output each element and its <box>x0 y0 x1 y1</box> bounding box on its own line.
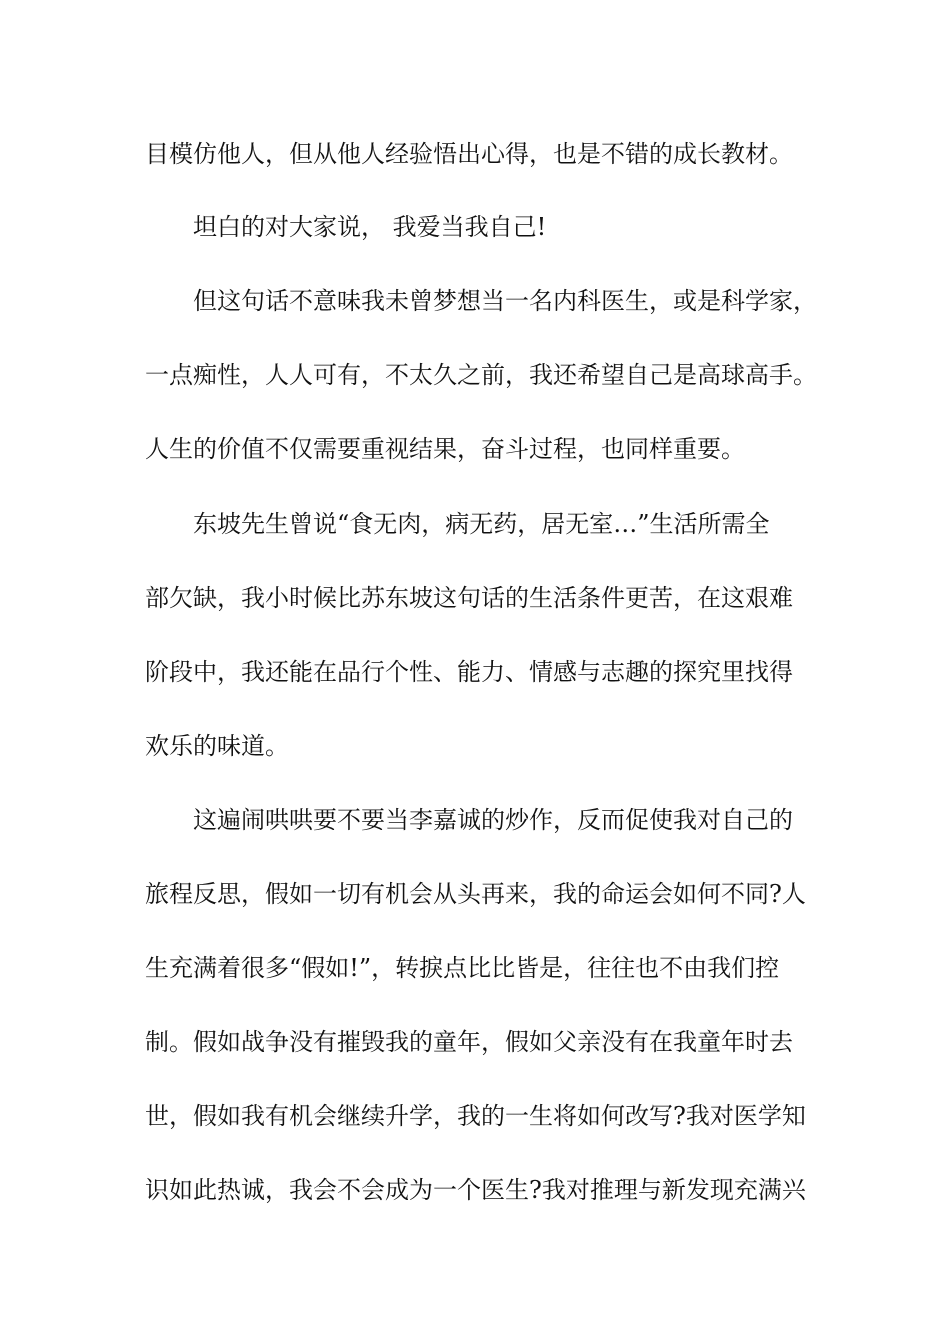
text-line: 制。假如战争没有摧毁我的童年，假如父亲没有在我童年时去 <box>145 1028 793 1056</box>
text-line: 旅程反思，假如一切有机会从头再来，我的命运会如何不同?人 <box>145 880 806 908</box>
text-line: 人生的价值不仅需要重视结果，奋斗过程，也同样重要。 <box>145 435 745 463</box>
text-line: 世，假如我有机会继续升学，我的一生将如何改写?我对医学知 <box>145 1102 806 1130</box>
text-line: 这遍闹哄哄要不要当李嘉诚的炒作，反而促使我对自己的 <box>193 806 793 834</box>
text-line: 目模仿他人，但从他人经验悟出心得，也是不错的成长教材。 <box>145 140 793 168</box>
text-line: 部欠缺，我小时候比苏东坡这句话的生活条件更苦，在这艰难 <box>145 584 793 612</box>
text-line: 一点痴性，人人可有，不太久之前，我还希望自己是高球高手。 <box>145 361 817 389</box>
text-line: 东坡先生曾说“食无肉，病无药，居无室…”生活所需全 <box>193 510 770 538</box>
text-line: 识如此热诚，我会不会成为一个医生?我对推理与新发现充满兴 <box>145 1176 806 1204</box>
text-line: 坦白的对大家说， 我爱当我自己! <box>193 213 547 241</box>
text-line: 阶段中，我还能在品行个性、能力、情感与志趣的探究里找得 <box>145 658 793 686</box>
text-line: 但这句话不意味我未曾梦想当一名内科医生，或是科学家， <box>193 287 817 315</box>
text-line: 生充满着很多“假如!”，转捩点比比皆是，往往也不由我们控 <box>145 954 780 982</box>
text-line: 欢乐的味道。 <box>145 732 289 760</box>
